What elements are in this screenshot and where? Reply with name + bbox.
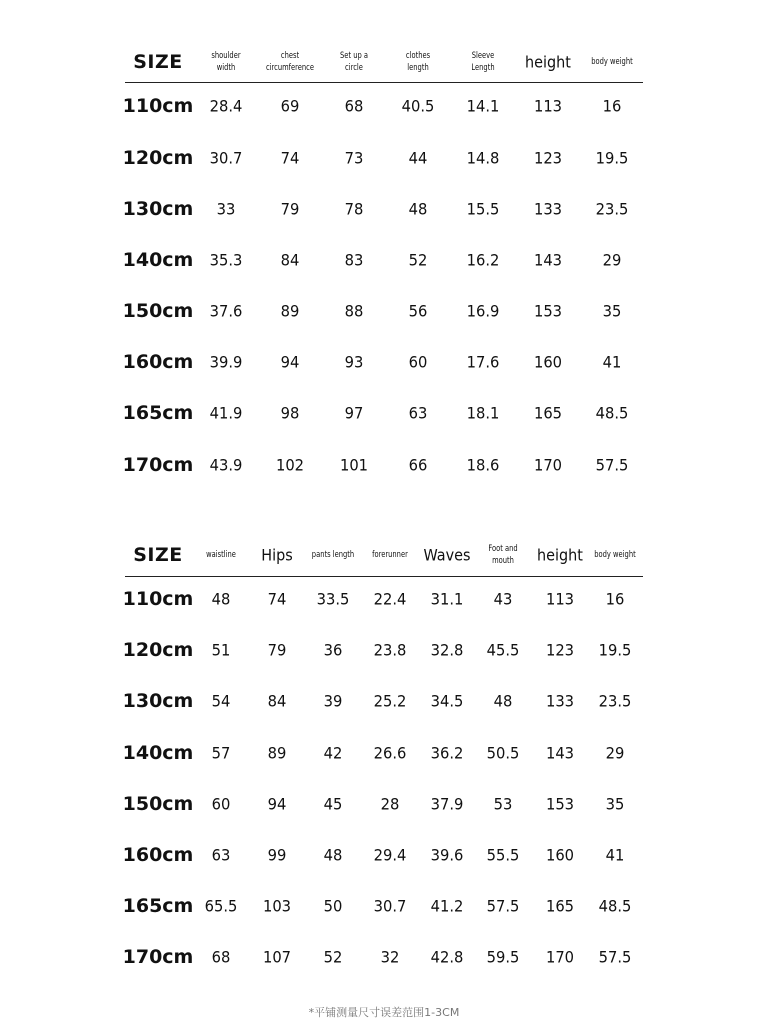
size-row-label: 130cm [122,690,194,712]
table-cell: 32.8 [430,640,464,660]
table-cell: 165 [545,896,575,916]
table-cell: 30.7 [209,148,243,168]
size-row-label: 150cm [122,793,194,815]
table-cell: 65.5 [204,896,238,916]
table-cell: 48.5 [598,896,632,916]
table-cell: 133 [545,691,575,711]
table-cell: 160 [533,352,563,372]
table-cell: 57.5 [595,455,629,475]
column-header-sleeve-length: Sleeve Length [471,51,495,73]
table-cell: 18.6 [466,455,500,475]
table-cell: 54 [211,691,231,711]
table-cell: 93 [344,352,364,372]
table-cell: 79 [280,199,300,219]
table-cell: 16.2 [466,250,500,270]
table-cell: 29 [602,250,622,270]
table-cell: 51 [211,640,231,660]
table-cell: 37.9 [430,794,464,814]
size-row-label: 150cm [122,300,194,322]
table-cell: 57.5 [598,947,632,967]
table-cell: 52 [323,947,343,967]
header-divider [125,576,643,577]
table-cell: 28.4 [209,96,243,116]
table-cell: 45 [323,794,343,814]
column-header-height: height [525,52,571,72]
table-cell: 48 [493,691,513,711]
table-cell: 40.5 [401,96,435,116]
measurement-footnote: *平铺测量尺寸误差范围1-3CM [308,1006,460,1019]
table-cell: 99 [267,845,287,865]
table-cell: 89 [267,743,287,763]
table-cell: 50 [323,896,343,916]
table-cell: 74 [267,589,287,609]
size-row-label: 165cm [122,402,194,424]
column-header-size: SIZE [133,544,183,566]
table-cell: 16 [605,589,625,609]
table-cell: 68 [344,96,364,116]
table-cell: 39.6 [430,845,464,865]
table-cell: 18.1 [466,403,500,423]
table-cell: 35 [605,794,625,814]
table-cell: 42.8 [430,947,464,967]
table-cell: 39.9 [209,352,243,372]
table-cell: 88 [344,301,364,321]
table-cell: 57.5 [486,896,520,916]
table-cell: 23.5 [595,199,629,219]
column-header-waistline: waistline [206,550,236,560]
table-cell: 14.1 [466,96,500,116]
table-cell: 44 [408,148,428,168]
table-cell: 123 [533,148,563,168]
table-cell: 33 [216,199,236,219]
table-cell: 66 [408,455,428,475]
table-cell: 31.1 [430,589,464,609]
column-header-shoulder-width: shoulder width [211,51,241,73]
table-cell: 29 [605,743,625,763]
table-cell: 143 [533,250,563,270]
table-cell: 22.4 [373,589,407,609]
table-cell: 83 [344,250,364,270]
table-cell: 45.5 [486,640,520,660]
table-cell: 165 [533,403,563,423]
table-cell: 43 [493,589,513,609]
table-cell: 94 [280,352,300,372]
table-cell: 16 [602,96,622,116]
size-row-label: 170cm [122,946,194,968]
table-cell: 60 [211,794,231,814]
table-cell: 33.5 [316,589,350,609]
table-cell: 89 [280,301,300,321]
table-cell: 63 [211,845,231,865]
table-cell: 102 [275,455,305,475]
table-cell: 19.5 [595,148,629,168]
table-cell: 17.6 [466,352,500,372]
header-divider [125,82,643,83]
table-cell: 107 [262,947,292,967]
table-cell: 73 [344,148,364,168]
column-header-chest-circumference: chest circumference [265,51,315,73]
table-cell: 98 [280,403,300,423]
column-header-waves: Waves [423,545,471,565]
table-cell: 113 [533,96,563,116]
size-row-label: 140cm [122,742,194,764]
table-cell: 41.9 [209,403,243,423]
table-cell: 23.8 [373,640,407,660]
table-cell: 34.5 [430,691,464,711]
table-cell: 74 [280,148,300,168]
size-row-label: 120cm [122,639,194,661]
table-cell: 35 [602,301,622,321]
table-cell: 101 [339,455,369,475]
table-cell: 48 [408,199,428,219]
column-header-size: SIZE [133,51,183,73]
column-header-hips: Hips [261,545,293,565]
table-cell: 60 [408,352,428,372]
table-cell: 143 [545,743,575,763]
table-cell: 36 [323,640,343,660]
table-cell: 57 [211,743,231,763]
table-cell: 94 [267,794,287,814]
table-cell: 63 [408,403,428,423]
table-cell: 19.5 [598,640,632,660]
table-cell: 42 [323,743,343,763]
size-row-label: 160cm [122,351,194,373]
size-row-label: 110cm [122,588,194,610]
table-cell: 26.6 [373,743,407,763]
table-cell: 170 [533,455,563,475]
table-cell: 48.5 [595,403,629,423]
table-cell: 37.6 [209,301,243,321]
size-row-label: 140cm [122,249,194,271]
table-cell: 41.2 [430,896,464,916]
table-cell: 68 [211,947,231,967]
column-header-set-up-a-circle: Set up a circle [340,51,368,73]
table-cell: 84 [267,691,287,711]
table-cell: 14.8 [466,148,500,168]
table-cell: 30.7 [373,896,407,916]
table-cell: 79 [267,640,287,660]
column-header-height: height [537,545,583,565]
table-cell: 28 [380,794,400,814]
column-header-forerunner: forerunner [372,550,408,560]
column-header-clothes-length: clothes length [405,51,431,73]
table-cell: 123 [545,640,575,660]
table-cell: 56 [408,301,428,321]
table-cell: 15.5 [466,199,500,219]
column-header-body-weight: body weight [591,57,633,67]
size-row-label: 110cm [122,95,194,117]
table-cell: 52 [408,250,428,270]
table-cell: 133 [533,199,563,219]
table-cell: 39 [323,691,343,711]
column-header-foot-and-mouth: Foot and mouth [488,544,518,566]
table-cell: 36.2 [430,743,464,763]
table-cell: 23.5 [598,691,632,711]
table-cell: 103 [262,896,292,916]
table-cell: 16.9 [466,301,500,321]
table-cell: 113 [545,589,575,609]
column-header-body-weight: body weight [594,550,636,560]
table-cell: 97 [344,403,364,423]
table-cell: 29.4 [373,845,407,865]
size-row-label: 170cm [122,454,194,476]
table-cell: 170 [545,947,575,967]
table-cell: 153 [545,794,575,814]
column-header-pants-length: pants length [311,550,355,560]
table-cell: 50.5 [486,743,520,763]
size-row-label: 160cm [122,844,194,866]
table-cell: 59.5 [486,947,520,967]
table-cell: 48 [323,845,343,865]
size-row-label: 130cm [122,198,194,220]
table-cell: 35.3 [209,250,243,270]
table-cell: 69 [280,96,300,116]
table-cell: 53 [493,794,513,814]
table-cell: 84 [280,250,300,270]
table-cell: 153 [533,301,563,321]
table-cell: 41 [605,845,625,865]
table-cell: 160 [545,845,575,865]
table-cell: 55.5 [486,845,520,865]
table-cell: 48 [211,589,231,609]
table-cell: 78 [344,199,364,219]
table-cell: 32 [380,947,400,967]
table-cell: 41 [602,352,622,372]
size-row-label: 165cm [122,895,194,917]
size-row-label: 120cm [122,147,194,169]
table-cell: 25.2 [373,691,407,711]
table-cell: 43.9 [209,455,243,475]
